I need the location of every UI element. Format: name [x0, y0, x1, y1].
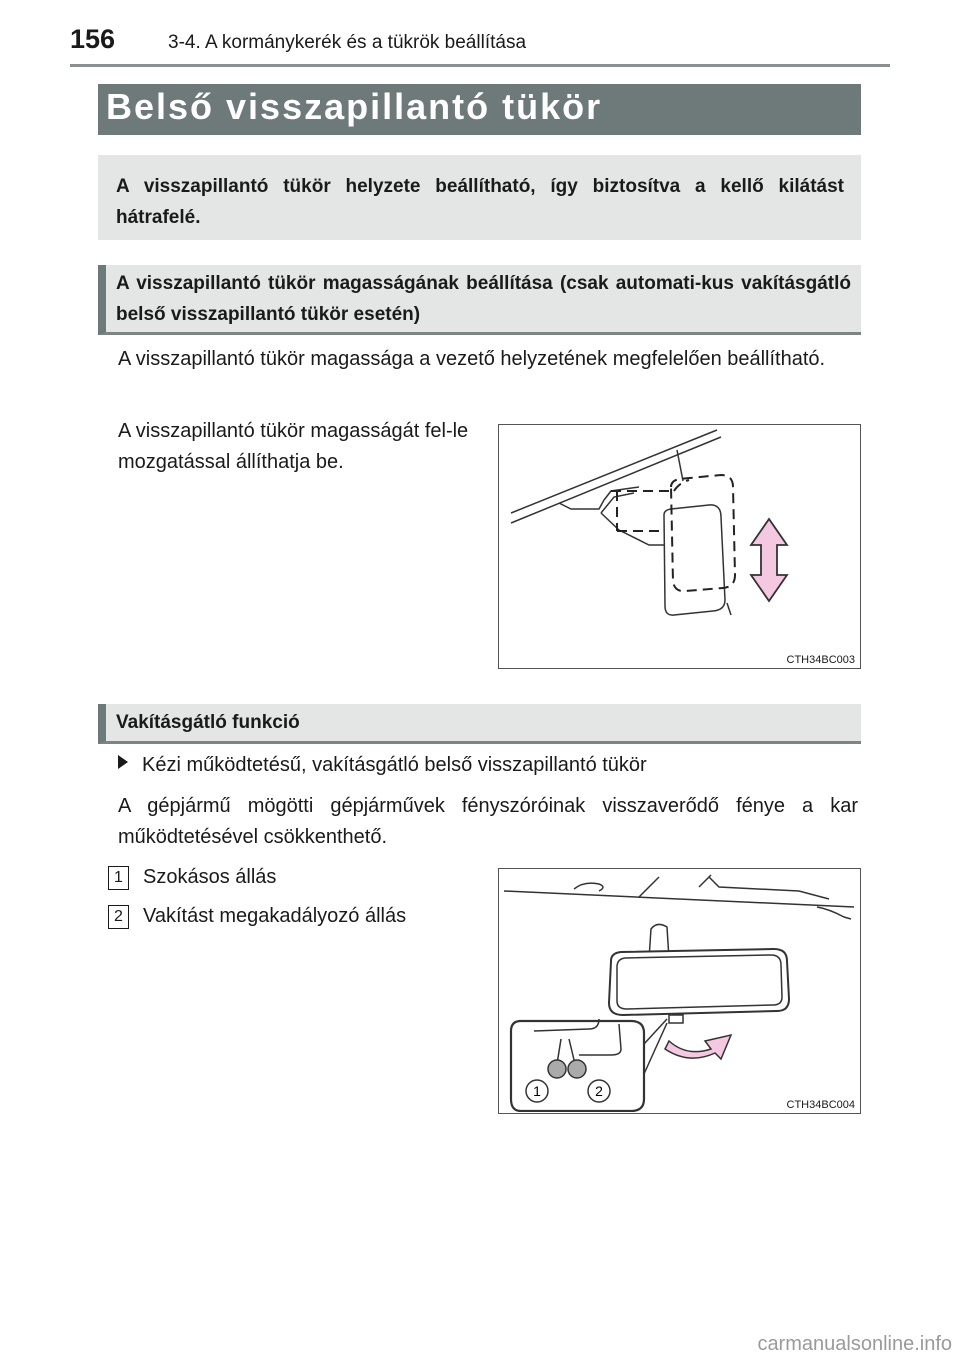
height-paragraph-2: A visszapillantó tükör magasságát fel-le mozgatással állíthatja be. — [118, 420, 469, 473]
intro-box — [98, 155, 861, 240]
mirror-height-figure — [498, 424, 861, 669]
antiglare-lever-figure — [498, 868, 861, 1114]
number-badge: 1 — [108, 866, 129, 890]
antiglare-illustration — [499, 869, 859, 1112]
bullet-item — [118, 750, 647, 781]
height-subheading-text: A visszapillantó tükör magasságának beállítása (csak automati-kus vakításgátló belső visszapillantó tükör esetén) — [116, 273, 851, 325]
list-item-label: Vakítást megakadályozó állás — [143, 905, 407, 927]
bullet-text: Kézi működtetésű, vakításgátló belső visszapillantó tükör — [142, 754, 647, 776]
antiglare-subheading-text: Vakításgátló funkció — [116, 712, 300, 733]
header-rule — [70, 64, 890, 67]
antiglare-paragraph: A gépjármű mögötti gépjárművek fényszóróinak visszaverődő fénye a kar működtetésével csökkenthető. — [118, 795, 858, 848]
up-down-arrow-icon — [751, 519, 787, 601]
intro-text: A visszapillantó tükör helyzete beállítható, így biztosítva a kellő kilátást hátrafelé. — [116, 176, 844, 228]
figure-code: CTH34BC003 — [786, 654, 855, 666]
height-paragraph-1: A visszapillantó tükör magassága a vezető helyzetének megfelelően beállítható. — [118, 348, 826, 370]
antiglare-subheading — [98, 704, 861, 744]
list-item-label: Szokásos állás — [143, 866, 277, 888]
title-banner — [98, 84, 861, 135]
list-item — [108, 862, 276, 893]
callout-1-label: 1 — [533, 1083, 541, 1099]
page-title: Belső visszapillantó tükör — [106, 86, 603, 127]
watermark: carmanualsonline.info — [757, 1333, 952, 1355]
mirror-height-illustration — [499, 425, 859, 667]
page-number: 156 — [70, 24, 116, 54]
triangle-bullet-icon — [118, 755, 128, 769]
lever-rotation-arrow-icon — [665, 1035, 731, 1059]
section-title: 3-4. A kormánykerék és a tükrök beállítása — [168, 32, 527, 53]
figure-code: CTH34BC004 — [786, 1099, 855, 1111]
page-header — [70, 24, 890, 64]
list-item — [108, 901, 406, 932]
callout-2-label: 2 — [595, 1083, 603, 1099]
height-subheading — [98, 265, 861, 335]
number-badge: 2 — [108, 905, 129, 929]
